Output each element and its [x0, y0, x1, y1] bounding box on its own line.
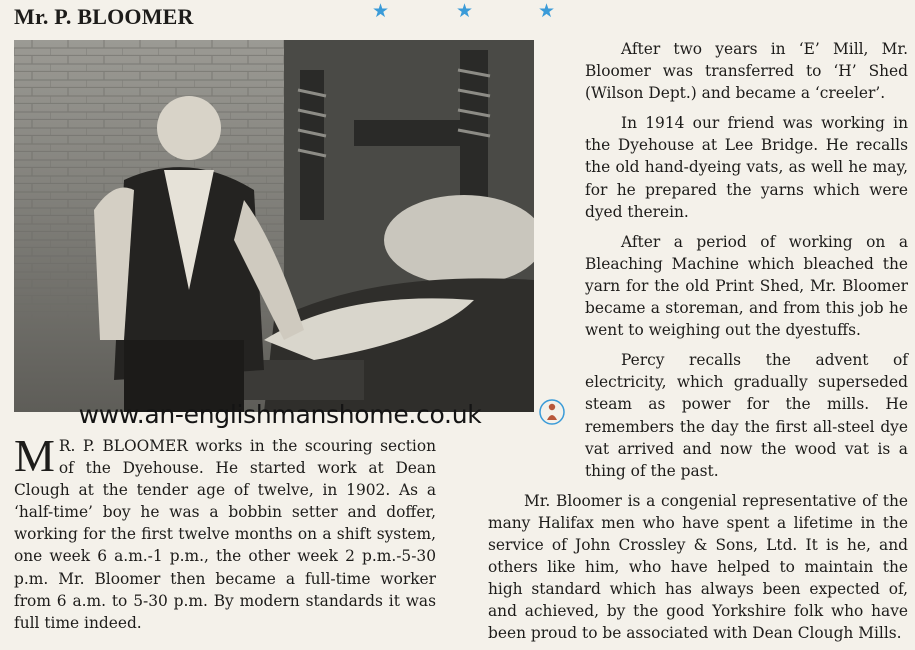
intro-paragraph — [14, 430, 436, 634]
right-text-column — [488, 38, 908, 644]
paragraph-e-mill: After two years in ‘E’ Mill, Mr. Bloomer was transferred to ‘H’ Shed (Wilson Dept.) and became a ‘creeler’. — [585, 40, 908, 103]
drop-cap: M — [14, 430, 55, 481]
intro-paragraph-text: R. P. BLOOMER works in the scouring section of the Dyehouse. He started work at Dean Clough at the tender age of twelve, in 1902. As a ‘half-time’ boy he was a bobbin setter and doffer, working for the first twelve months on a shift system, one week 6 a.m.-1 p.m., the other week 2 p.m.-5-30 p.m. Mr. Bloomer then became a full-time worker from 6 a.m. to 5-30 p.m. By modern standards it was full time indeed. — [14, 437, 436, 632]
star-icon: ★ — [372, 0, 390, 22]
star-icon: ★ — [538, 0, 556, 22]
article-photograph — [14, 40, 534, 412]
paragraph-halifax: Mr. Bloomer is a congenial representative of the many Halifax men who have spent a lifetime in the service of John Crossley & Sons, Ltd. It is he, and others like him, who have helped to maintain the high standard which has always been expected of, and achieved, by the good Yorkshire folk who have been proud to be associated with Dean Clough Mills. — [488, 491, 908, 643]
paragraph-1914: In 1914 our friend was working in the Dyehouse at Lee Bridge. He recalls the old hand-dyeing vats, as well he may, for he prepared the yarns which were dyed therein. — [585, 114, 908, 221]
paragraph-bleaching: After a period of working on a Bleaching Machine which bleached the yarn for the old Print Shed, Mr. Bloomer became a storeman, and from this job he went to weighing out the dyestuffs. — [585, 232, 908, 340]
star-icon: ★ — [456, 0, 474, 22]
left-text-column — [14, 430, 436, 634]
photograph-man-at-scouring-machine — [14, 40, 534, 412]
watermark-url: www.an-englishmanshome.co.uk — [78, 400, 482, 429]
paragraph-electricity: Percy recalls the advent of electricity, which gradually superseded steam as power for the mills. He remembers the day the first all-steel dye vat arrived and now the wood vat is a thing of the past. — [585, 351, 908, 480]
article-title: Mr. P. BLOOMER — [14, 4, 194, 29]
